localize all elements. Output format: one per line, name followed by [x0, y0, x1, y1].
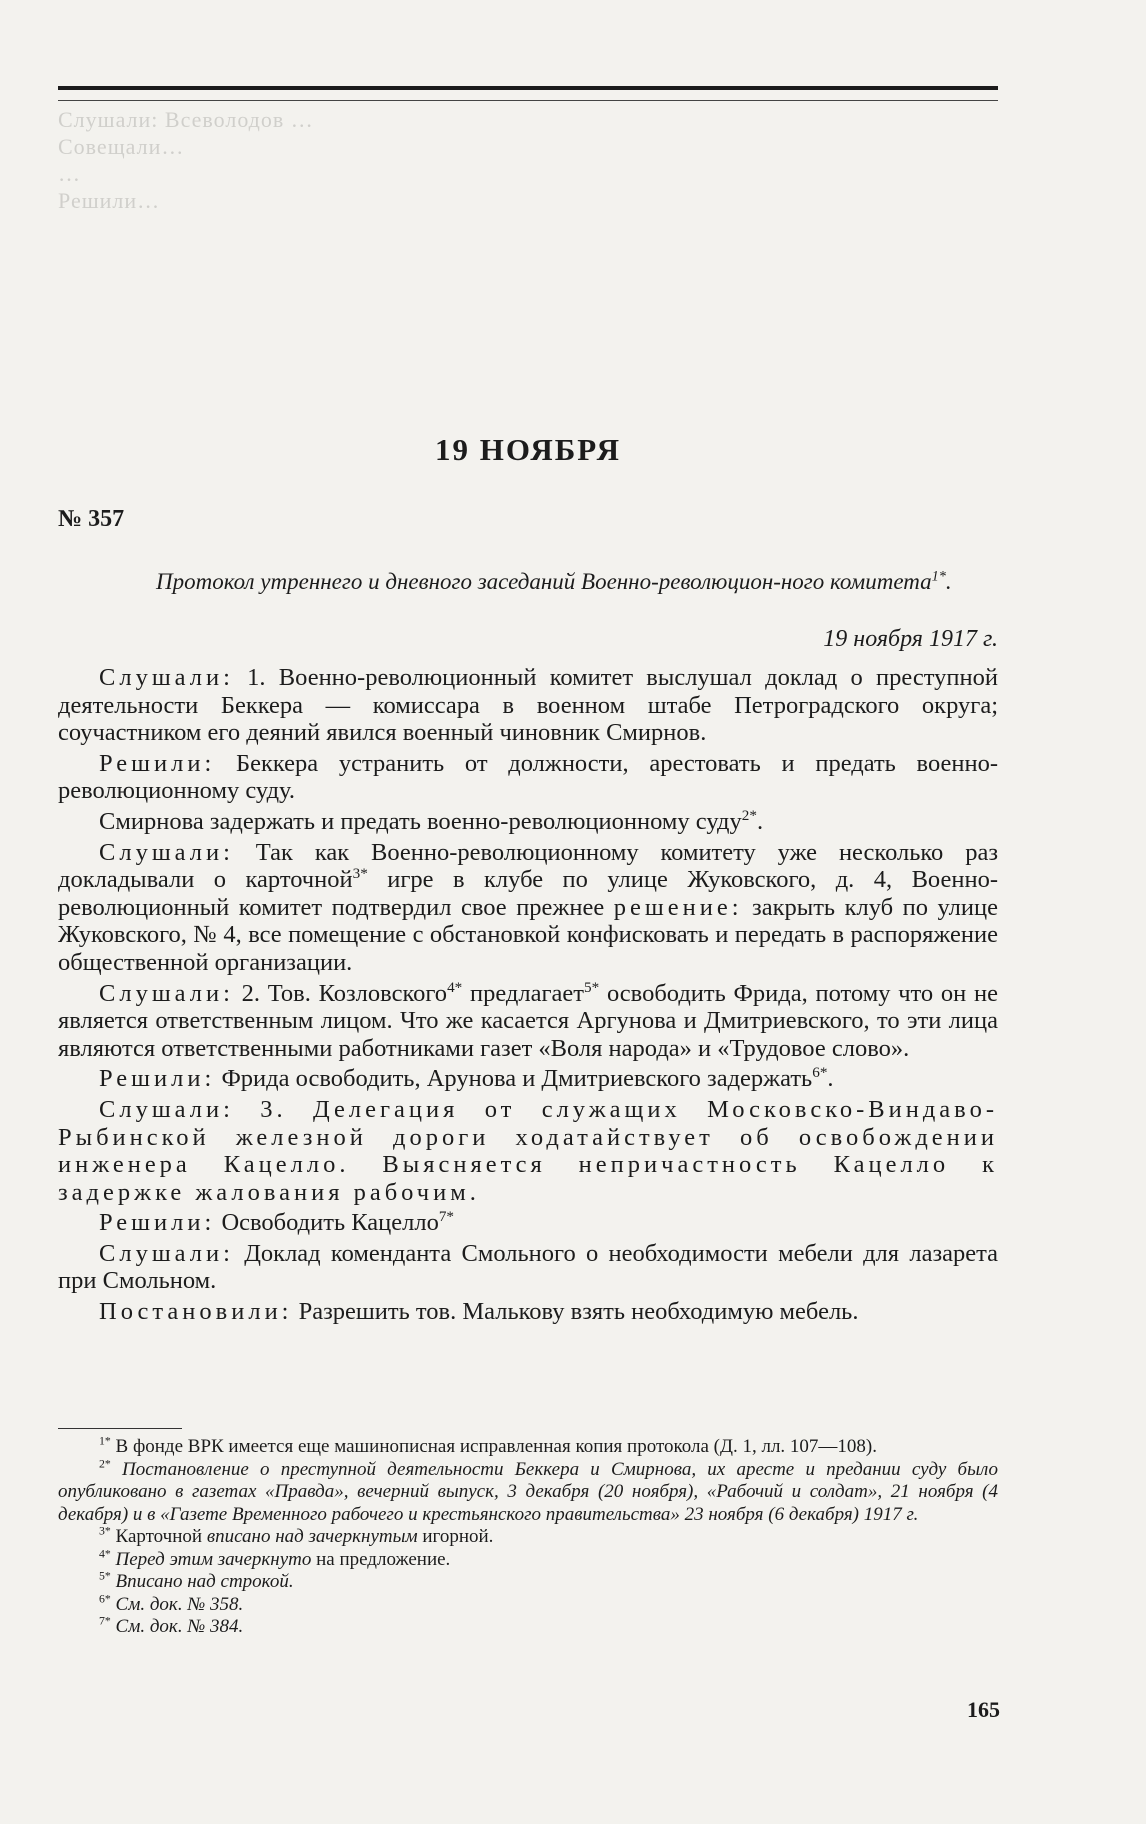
footnote-5 — [58, 1571, 998, 1594]
paragraph-heard-club — [58, 839, 998, 977]
paragraph-text: закрыть клуб по улице Жуковского, № 4, все помещение с обстановкой конфисковать и передать в распоряжение общественной организации. — [58, 893, 998, 976]
footnotes — [58, 1436, 998, 1639]
footnote-mark: 2* — [99, 1457, 111, 1471]
footnote-7 — [58, 1616, 998, 1639]
paragraph-heard-4 — [58, 1240, 998, 1295]
label-heard: Слушали: — [99, 838, 234, 866]
paragraph-text: Освободить Кацелло — [215, 1209, 439, 1237]
document-page — [58, 0, 1000, 1824]
footnote-4 — [58, 1549, 998, 1572]
label-heard: Слушали: — [99, 1095, 234, 1123]
document-number: № 357 — [58, 506, 125, 532]
paragraph-heard-1 — [58, 664, 998, 747]
paragraph-text: 2. Тов. Козловского — [233, 979, 448, 1007]
footnote-mark: 7* — [438, 1208, 455, 1226]
footnote-mark: 4* — [99, 1547, 111, 1561]
footnote-mark: 5* — [584, 978, 600, 996]
paragraph-text: освободить Фрида, потому что он не является ответственным лицом. Что же касается Аргунова и Дмитриевского, то эти лица являются ответственными работниками газет «Воля народа» и «Трудовое слово». — [58, 979, 999, 1062]
footnote-text: См. док. № 384. — [110, 1616, 244, 1637]
bleed-through-text: Слушали: Всеволодов … Совещали… … Решили… — [58, 107, 314, 213]
paragraph-text: Фрида освободить, Арунова и Дмитриевского задержать — [215, 1065, 813, 1093]
protocol-body — [58, 664, 998, 1329]
document-title: Протокол утреннего и дневного заседаний Военно-революцион-ного комитета$^{1*}$. — [156, 568, 952, 594]
footnote-2 — [58, 1459, 998, 1527]
label-heard: Слушали: — [99, 664, 234, 691]
footnote-mark: 3* — [99, 1524, 111, 1538]
header-rule-thin — [58, 100, 998, 101]
footnote-text: Постановление о преступной деятельности Беккера и Смирнова, их аресте и предании суду было опубликовано в газетах «Правда», вечерний выпуск, 3 декабря (20 ноября), «Рабочий и солдат», 21 ноября (4 декабря) и в «Газете Временного рабочего и крестьянского правительства» 23 ноября (6 декабря) 1917 г. — [58, 1458, 998, 1525]
paragraph-smirnov: Смирнова задержать и предать военно-революционному суду$^{2*}$. — [99, 806, 764, 835]
footnote-mark: 6* — [99, 1592, 111, 1606]
page-number: 165 — [967, 1697, 1000, 1722]
paragraph-text: Смирнова задержать и предать военно-революционному суду — [99, 807, 742, 835]
paragraph-text: Доклад коменданта Смольного о необходимости мебели для лазарета при Смольном. — [58, 1239, 998, 1295]
footnote-mark: 7* — [99, 1614, 111, 1628]
paragraph-text: Разрешить тов. Малькову взять необходимую мебель. — [292, 1298, 859, 1326]
footnote-text: игорной. — [417, 1526, 494, 1547]
label-heard: Слушали: — [99, 979, 234, 1007]
footnote-text: Перед этим зачеркнуто — [110, 1548, 312, 1570]
day-heading: 19 НОЯБРЯ — [434, 432, 622, 467]
footnote-3 — [58, 1526, 998, 1549]
footnotes-separator — [58, 1428, 182, 1429]
footnote-text: Вписано над строкой. — [110, 1571, 294, 1592]
footnote-text: на предложение. — [311, 1548, 451, 1570]
footnote-text: В фонде ВРК имеется еще машинописная исправленная копия протокола (Д. 1, лл. 107—108). — [110, 1436, 878, 1457]
label-decision: решение: — [613, 893, 743, 921]
footnote-mark: 1* — [99, 1434, 111, 1448]
footnote-text: вписано над зачеркнутым — [206, 1526, 418, 1547]
label-decided: Решили: — [99, 749, 216, 777]
footnote-mark: 2* — [741, 806, 757, 824]
header-rule-thick — [58, 86, 998, 90]
footnote-mark: 6* — [812, 1064, 828, 1082]
footnote-1 — [58, 1436, 998, 1459]
footnote-mark: 3* — [352, 865, 368, 882]
label-heard: Слушали: — [99, 1239, 234, 1267]
paragraph-text: Так как Военно-революционному комитету уже несколько раз докладывали о карточной — [58, 838, 998, 894]
label-resolved: Постановили: — [99, 1298, 293, 1326]
footnote-mark: 4* — [447, 978, 463, 996]
footnote-text: Карточной — [110, 1526, 207, 1547]
paragraph-text: предлагает — [462, 979, 584, 1007]
footnote-text: См. док. № 358. — [110, 1593, 244, 1615]
footnote-mark: 1* — [931, 568, 946, 585]
paragraph-decided-1 — [58, 750, 998, 805]
footnote-mark: 5* — [99, 1569, 111, 1583]
paragraph-heard-2 — [58, 980, 998, 1063]
paragraph-decided-3 — [58, 1209, 998, 1237]
paragraph-resolved — [58, 1298, 998, 1326]
paragraph-text: Беккера устранить от должности, арестовать и предать военно-революционному суду. — [58, 749, 998, 805]
paragraph-decided-2: Решили: Фрида освободить, Арунова и Дмитриевского задержать$^{6*}$. — [99, 1064, 834, 1093]
label-decided: Решили: — [99, 1065, 216, 1093]
footnote-6 — [58, 1594, 998, 1617]
paragraph-text: 3. Делегация от служащих Московско-Виндаво-Рыбинской железной дороги ходатайствует об освобождении инженера Кацелло. Выясняется непричастность Кацелло к задержке жалования рабочим. — [58, 1095, 998, 1206]
document-date: 19 ноября 1917 г. — [823, 626, 998, 652]
document-title-text: Протокол утреннего и дневного заседаний Военно-революцион-ного комитета — [156, 569, 932, 594]
paragraph-text: игре в клубе по улице Жуковского, д. 4, Военно-революционный комитет подтвердил свое прежнее — [58, 866, 998, 921]
paragraph-text: 1. Военно-революционный комитет выслушал доклад о преступной деятельности Беккера — комиссара в военном штабе Петроградского округа; соучастником его деяний явился военный чиновник Смирнов. — [58, 664, 998, 747]
paragraph-heard-3 — [58, 1096, 998, 1206]
label-decided: Решили: — [99, 1209, 216, 1237]
